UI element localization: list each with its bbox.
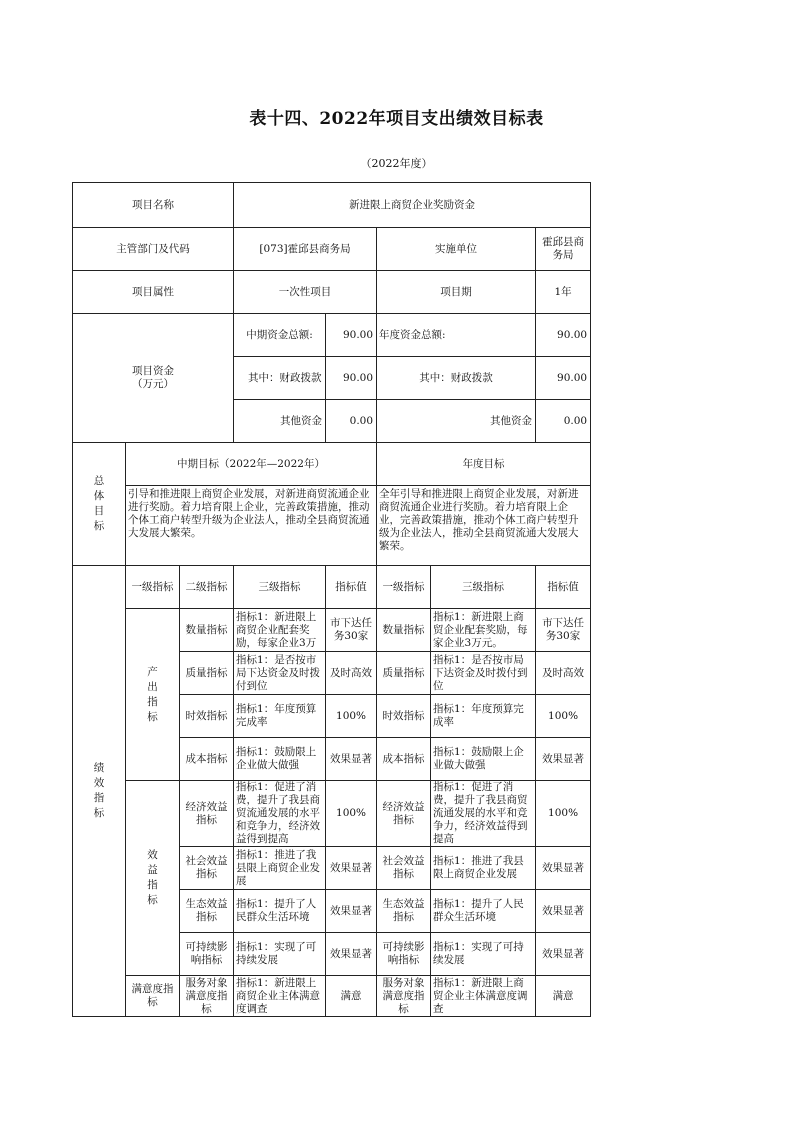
table-row-yrv: 100% <box>536 695 591 738</box>
year-other-label: 其他资金 <box>377 400 536 443</box>
output-label: 产出指标 <box>126 609 180 781</box>
table-row-yr: 指标1：推进了我县限上商贸企业发展 <box>431 847 536 890</box>
table-row-l2: 数量指标 <box>180 609 234 652</box>
mid-total-label: 中期资金总额: <box>234 314 326 357</box>
table-row-yrv: 100% <box>536 781 591 847</box>
table-row-mid: 指标1：是否按市局下达资金及时拨付到位 <box>234 652 326 695</box>
table-row-mid: 指标1：新进限上商贸企业主体满意度调查 <box>234 976 326 1017</box>
mid-goal-header: 中期目标（2022年—2022年） <box>126 443 377 486</box>
table-row-mid: 指标1：提升了人民群众生活环境 <box>234 890 326 933</box>
table-row-yrv: 及时高效 <box>536 652 591 695</box>
table-row-midv: 100% <box>326 695 377 738</box>
impl-label: 实施单位 <box>377 228 536 271</box>
table-row-yrv: 效果显著 <box>536 738 591 781</box>
header-level3: 三级指标 <box>234 566 326 609</box>
table-row-mid: 指标1：实现了可持续发展 <box>234 933 326 976</box>
table-row-midv: 效果显著 <box>326 847 377 890</box>
table-row-l2b: 可持续影响指标 <box>377 933 431 976</box>
attr-value: 一次性项目 <box>234 271 377 314</box>
header-level3b: 三级指标 <box>431 566 536 609</box>
mid-fiscal-label: 其中：财政拨款 <box>234 357 326 400</box>
period-value: 1年 <box>536 271 591 314</box>
table-row-yr: 指标1：新进限上商贸企业主体满意度调查 <box>431 976 536 1017</box>
table-row-midv: 及时高效 <box>326 652 377 695</box>
table-row-yr: 指标1：促进了消费，提升了我县商贸流通发展的水平和竞争力，经济效益得到提高 <box>431 781 536 847</box>
perf-label: 绩效指标 <box>73 566 126 1017</box>
header-value: 指标值 <box>326 566 377 609</box>
dept-label: 主管部门及代码 <box>73 228 234 271</box>
year-goal-header: 年度目标 <box>377 443 591 486</box>
period-label: 项目期 <box>377 271 536 314</box>
table-row-yr: 指标1：提升了人民群众生活环境 <box>431 890 536 933</box>
table-row-midv: 满意 <box>326 976 377 1017</box>
table-row-yrv: 效果显著 <box>536 890 591 933</box>
project-name-label: 项目名称 <box>73 183 234 228</box>
satisfaction-label: 满意度指标 <box>126 976 180 1017</box>
mid-fiscal-value: 90.00 <box>326 357 377 400</box>
table-row-midv: 效果显著 <box>326 890 377 933</box>
table-row-midv: 100% <box>326 781 377 847</box>
mid-other-label: 其他资金 <box>234 400 326 443</box>
table-row-yrv: 满意 <box>536 976 591 1017</box>
table-row-yr: 指标1：新进限上商贸企业配套奖励，每家企业3万元。 <box>431 609 536 652</box>
year-fiscal-label: 其中：财政拨款 <box>377 357 536 400</box>
table-row-yr: 指标1：年度预算完成率 <box>431 695 536 738</box>
table-row-yr: 指标1：鼓励限上企业做大做强 <box>431 738 536 781</box>
table-row-l2b: 成本指标 <box>377 738 431 781</box>
page-title: 表十四、2022年项目支出绩效目标表 <box>249 109 544 129</box>
header-level2b: 一级指标 <box>377 566 431 609</box>
table-row-l2b: 生态效益指标 <box>377 890 431 933</box>
table-row-mid: 指标1：年度预算完成率 <box>234 695 326 738</box>
benefit-label: 效益指标 <box>126 781 180 976</box>
table-row-yrv: 市下达任务30家 <box>536 609 591 652</box>
table-row-l2: 服务对象满意度指标 <box>180 976 234 1017</box>
header-level1: 一级指标 <box>126 566 180 609</box>
table-row-l2b: 社会效益指标 <box>377 847 431 890</box>
impl-value: 霍邱县商务局 <box>536 228 591 271</box>
year-total-label: 年度资金总额: <box>377 314 536 357</box>
table-row-l2: 时效指标 <box>180 695 234 738</box>
table-row-mid: 指标1：促进了消费，提升了我县商贸流通发展的水平和竞争力，经济效益得到提高 <box>234 781 326 847</box>
year-goal-text: 全年引导和推进限上商贸企业发展，对新进商贸流通企业进行奖励。着力培育限上企业，完善政策措施，推动个体工商户转型升级为企业法人，推动全县商贸流通大发展大繁荣。 <box>377 486 591 566</box>
table-row-l2: 经济效益指标 <box>180 781 234 847</box>
table-row-yr: 指标1：实现了可持续发展 <box>431 933 536 976</box>
mid-total-value: 90.00 <box>326 314 377 357</box>
attr-label: 项目属性 <box>73 271 234 314</box>
table-row-l2: 可持续影响指标 <box>180 933 234 976</box>
table-row-yr: 指标1：是否按市局下达资金及时拨付到位 <box>431 652 536 695</box>
mid-goal-text: 引导和推进限上商贸企业发展，对新进商贸流通企业进行奖励。着力培育限上企业，完善政策措施，推动个体工商户转型升级为企业法人，推动全县商贸流通大发展大繁荣。 <box>126 486 377 566</box>
table-row-l2: 生态效益指标 <box>180 890 234 933</box>
dept-value: [073]霍邱县商务局 <box>234 228 377 271</box>
table-row-l2b: 经济效益指标 <box>377 781 431 847</box>
funds-label: 项目资金 （万元） <box>73 314 234 443</box>
table-row-l2b: 质量指标 <box>377 652 431 695</box>
table-row-l2b: 服务对象满意度指标 <box>377 976 431 1017</box>
header-valueb: 指标值 <box>536 566 591 609</box>
table-row-yrv: 效果显著 <box>536 933 591 976</box>
table-row-midv: 市下达任务30家 <box>326 609 377 652</box>
year-other-value: 0.00 <box>536 400 591 443</box>
table-row-midv: 效果显著 <box>326 738 377 781</box>
table-row-mid: 指标1：推进了我县限上商贸企业发展 <box>234 847 326 890</box>
table-row-l2b: 时效指标 <box>377 695 431 738</box>
page-subtitle: （2022年度） <box>360 157 433 170</box>
header-level2: 二级指标 <box>180 566 234 609</box>
table-row-mid: 指标1：新进限上商贸企业配套奖励，每家企业3万 <box>234 609 326 652</box>
table-row-yrv: 效果显著 <box>536 847 591 890</box>
year-total-value: 90.00 <box>536 314 591 357</box>
table-row-l2: 社会效益指标 <box>180 847 234 890</box>
mid-other-value: 0.00 <box>326 400 377 443</box>
table-row-l2: 质量指标 <box>180 652 234 695</box>
table-row-midv: 效果显著 <box>326 933 377 976</box>
table-row-l2b: 数量指标 <box>377 609 431 652</box>
performance-table <box>72 182 591 1017</box>
overall-goal-label: 总体目标 <box>73 443 126 566</box>
table-row-mid: 指标1：鼓励限上企业做大做强 <box>234 738 326 781</box>
project-name-value: 新进限上商贸企业奖励资金 <box>234 183 591 228</box>
year-fiscal-value: 90.00 <box>536 357 591 400</box>
table-row-l2: 成本指标 <box>180 738 234 781</box>
